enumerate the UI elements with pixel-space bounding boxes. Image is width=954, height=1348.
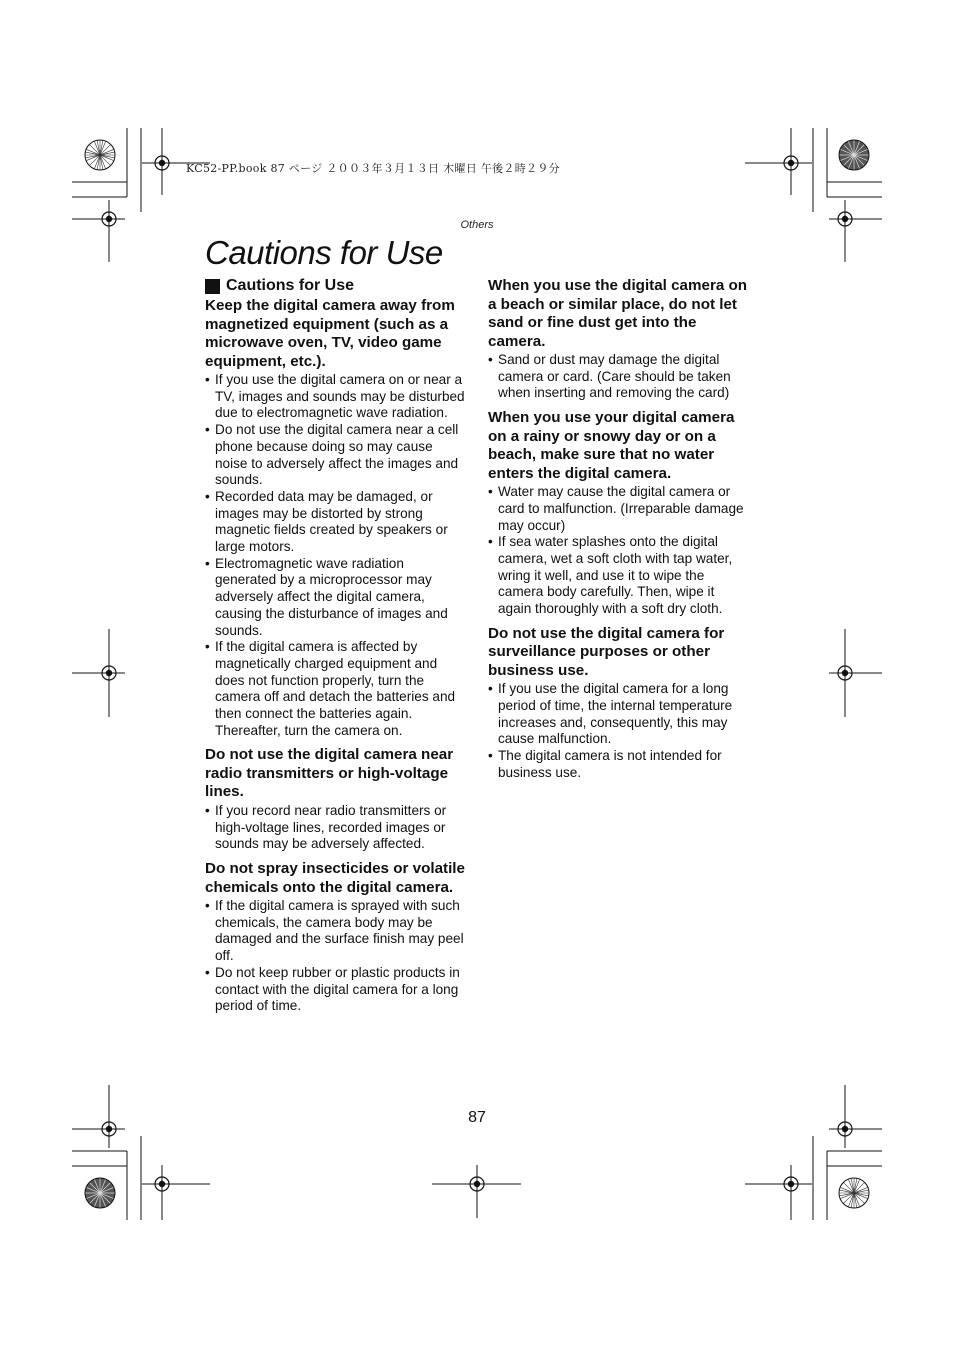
section-label: Others bbox=[460, 219, 494, 231]
bullet-item: • If sea water splashes onto the digital camera, wet a soft cloth with tap water, wring it well, and use it to wipe the camera body carefully. Then, wipe it again thoroughly with a soft dry cloth. bbox=[488, 534, 750, 618]
bullet-list bbox=[205, 898, 467, 1015]
bullet-list bbox=[205, 372, 467, 739]
caution-heading: Do not use the digital camera near radio transmitters or high-voltage lines. bbox=[205, 746, 454, 801]
bullet-item: • The digital camera is not intended for business use. bbox=[488, 748, 750, 781]
bullet-list bbox=[488, 681, 750, 781]
bullet-item: • Electromagnetic wave radiation generated by a microprocessor may adversely affect the digital camera, causing the disturbance of images and sounds. bbox=[205, 556, 467, 640]
caution-heading: Do not spray insecticides or volatile chemicals onto the digital camera. bbox=[205, 860, 465, 896]
subheading-text: Cautions for Use bbox=[226, 277, 355, 294]
page-title: Cautions for Use bbox=[205, 234, 443, 271]
bullet-item: • If you use the digital camera on or near a TV, images and sounds may be disturbed due to electromagnetic wave radiation. bbox=[205, 372, 467, 422]
bullet-item: • Recorded data may be damaged, or images may be distorted by strong magnetic fields created by speakers or large motors. bbox=[205, 489, 467, 556]
bullet-item: • Sand or dust may damage the digital camera or card. (Care should be taken when inserting and removing the card) bbox=[488, 352, 750, 402]
page-number: 87 bbox=[468, 1109, 486, 1126]
caution-block bbox=[488, 409, 750, 618]
bullet-list bbox=[488, 352, 750, 402]
bullet-item: • If you record near radio transmitters or high-voltage lines, recorded images or sounds may be adversely affected. bbox=[205, 803, 467, 853]
left-blocks bbox=[205, 297, 467, 1015]
right-blocks bbox=[488, 277, 750, 781]
print-header: KC52-PP.book 87 ページ ２００３年３月１３日 木曜日 午後２時２９分 bbox=[186, 162, 560, 175]
caution-block bbox=[205, 746, 467, 853]
bullet-list bbox=[488, 484, 750, 618]
caution-block bbox=[205, 860, 467, 1015]
square-bullet-icon bbox=[205, 279, 220, 294]
bullet-item: • Water may cause the digital camera or card to malfunction. (Irreparable damage may occur) bbox=[488, 484, 750, 534]
bullet-item: • If the digital camera is affected by magnetically charged equipment and does not function properly, turn the camera off and detach the batteries and then connect the batteries again. Thereafter, turn the camera on. bbox=[205, 639, 467, 739]
caution-heading: When you use your digital camera on a rainy or snowy day or on a beach, make sure that no water enters the digital camera. bbox=[488, 409, 735, 482]
caution-heading: Do not use the digital camera for surveillance purposes or other business use. bbox=[488, 624, 725, 679]
caution-heading: Keep the digital camera away from magnetized equipment (such as a microwave oven, TV, video game equipment, etc.). bbox=[205, 297, 455, 370]
bullet-list bbox=[205, 803, 467, 853]
bullet-item: • If you use the digital camera for a long period of time, the internal temperature increases and, consequently, this may cause malfunction. bbox=[488, 681, 750, 748]
section-subheading bbox=[205, 277, 467, 295]
caution-heading: When you use the digital camera on a beach or similar place, do not let sand or fine dust get into the camera. bbox=[488, 277, 748, 350]
caution-block bbox=[488, 277, 750, 402]
right-column bbox=[488, 277, 750, 788]
bullet-item: • Do not use the digital camera near a cell phone because doing so may cause noise to adversely affect the images and sounds. bbox=[205, 422, 467, 489]
left-column bbox=[205, 277, 467, 1022]
caution-block bbox=[205, 297, 467, 739]
bullet-item: • Do not keep rubber or plastic products in contact with the digital camera for a long period of time. bbox=[205, 965, 467, 1015]
bullet-item: • If the digital camera is sprayed with such chemicals, the camera body may be damaged and the surface finish may peel off. bbox=[205, 898, 467, 965]
caution-block bbox=[488, 625, 750, 782]
